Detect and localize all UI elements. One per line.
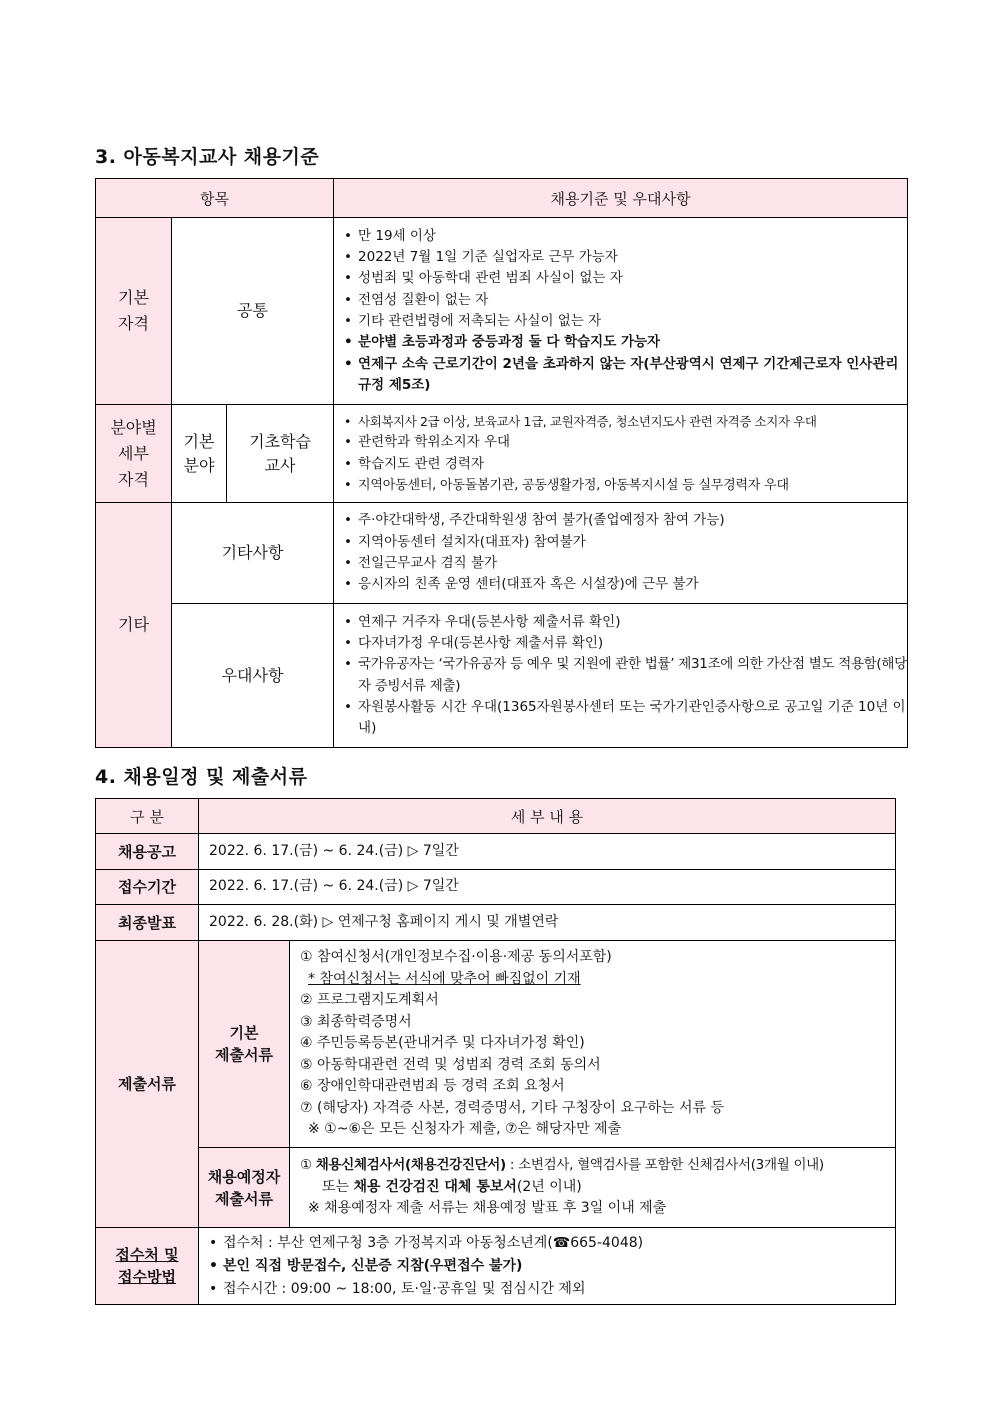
list-item: • 관련학과 학위소지자 우대 [344,432,907,453]
field-qual-content [334,405,908,503]
header-item: 항목 [96,179,334,218]
etc-pref-content [334,604,908,748]
doc-line: ⑦ (해당자) 자격증 사본, 경력증명서, 기타 구청장이 요구하는 서류 등 [300,1099,725,1116]
criteria-table [95,178,908,748]
basic-qual-label: 기본 자격 [96,218,172,405]
list-item: • 지역아동센터, 아동돌봄기관, 공동생활가정, 아동복지시설 등 실무경력자 우대 [344,475,907,496]
list-item: • 성범죄 및 아동학대 관련 범죄 사실이 없는 자 [344,268,907,289]
schedule-table [95,798,896,1305]
list-item: • 주·야간대학생, 주간대학원생 참여 불가(졸업예정자 참여 가능) [344,510,907,531]
docs-pending-content [290,1148,896,1228]
list-item: • 지역아동센터 설치자(대표자) 참여불가 [344,532,907,553]
row-label: 채용공고 [96,834,199,870]
etc-misc-label: 기타사항 [172,503,334,604]
list-item: • 국가유공자는 ‘국가유공자 등 예우 및 지원에 관한 법률’ 제31조에 의한 가산점 별도 적용함(해당자 증빙서류 제출) [344,654,907,697]
list-item: • 만 19세 이상 [344,226,907,247]
docs-basic-content [290,941,896,1148]
row-value: 2022. 6. 28.(화) ▷ 연제구청 홈페이지 게시 및 개별연락 [199,905,896,941]
list-item: • 자원봉사활동 시간 우대(1365자원봉사센터 또는 국가기관인증사항으로 공고일 기준 10년 이내) [344,697,907,740]
receipt-label: 접수처 및 접수방법 [96,1228,199,1305]
field-qual-label: 분야별 세부 자격 [96,405,172,503]
header-detail: 세 부 내 용 [199,799,896,834]
list-item: • 연제구 소속 근로기간이 2년을 초과하지 않는 자(부산광역시 연제구 기간제근로자 인사관리 규정 제5조) [344,354,907,397]
list-item: • 연제구 거주자 우대(등본사항 제출서류 확인) [344,612,907,633]
header-criteria: 채용기준 및 우대사항 [334,179,908,218]
row-label: 최종발표 [96,905,199,941]
list-item: • 본인 직접 방문접수, 신분증 지참(우편접수 불가) [209,1255,895,1278]
section3-title: 3. 아동복지교사 채용기준 [95,146,320,168]
section4-title: 4. 채용일정 및 제출서류 [95,766,308,788]
list-item: • 학습지도 관련 경력자 [344,454,907,475]
receipt-content [199,1228,896,1305]
list-item: • 전일근무교사 겸직 불가 [344,553,907,574]
doc-line: ① 참여신청서(개인정보수집·이용·제공 동의서포함) [300,949,612,966]
docs-pending-label: 채용예정자 제출서류 [199,1148,290,1228]
basic-common-label: 공통 [172,218,334,405]
list-item: • 접수시간 : 09:00 ~ 18:00, 토·일·공휴일 및 점심시간 제외 [209,1278,895,1301]
docs-basic-label: 기본 제출서류 [199,941,290,1148]
list-item: • 다자녀가정 우대(등본사항 제출서류 확인) [344,633,907,654]
list-item: • 응시자의 친족 운영 센터(대표자 혹은 시설장)에 근무 불가 [344,574,907,595]
list-item: • 2022년 7월 1일 기준 실업자로 근무 가능자 [344,247,907,268]
field-teacher-label: 기초학습 교사 [227,405,334,503]
etc-pref-label: 우대사항 [172,604,334,748]
field-basic-label: 기본 분야 [172,405,227,503]
list-item: • 전염성 질환이 없는 자 [344,290,907,311]
doc-note: * 참여신청서는 서식에 맞추어 빠짐없이 기재 [308,970,581,987]
doc-line: ⑥ 장애인학대관련범죄 등 경력 조회 요청서 [300,1078,565,1095]
doc-line: ④ 주민등록등본(관내거주 및 다자녀가정 확인) [300,1035,585,1052]
row-label: 접수기간 [96,870,199,905]
doc-line: ③ 최종학력증명서 [300,1013,412,1030]
etc-label: 기타 [96,503,172,748]
doc-line: ② 프로그램지도계획서 [300,992,439,1009]
doc-note: ※ ①~⑥은 모든 신청자가 제출, ⑦은 해당자만 제출 [308,1121,622,1138]
list-item: • 분야별 초등과정과 중등과정 둘 다 학습지도 가능자 [344,332,907,353]
doc-line: ① 채용신체검사서(채용건강진단서) : 소변검사, 혈액검사를 포함한 신체검사서(3개월 이내) [300,1157,824,1174]
etc-misc-content [334,503,908,604]
doc-line: ⑤ 아동학대관련 전력 및 성범죄 경력 조회 동의서 [300,1056,601,1073]
header-category: 구 분 [96,799,199,834]
doc-note: ※ 채용예정자 제출 서류는 채용예정 발표 후 3일 이내 제출 [308,1200,667,1217]
list-item: • 사회복지사 2급 이상, 보육교사 1급, 교원자격증, 청소년지도사 관련 자격증 소지자 우대 [344,411,907,432]
doc-line: 또는 채용 건강검진 대체 통보서(2년 이내) [322,1178,582,1195]
list-item: • 기타 관련법령에 저촉되는 사실이 없는 자 [344,311,907,332]
row-value: 2022. 6. 17.(금) ~ 6. 24.(금) ▷ 7일간 [199,834,896,870]
list-item: • 접수처 : 부산 연제구청 3층 가정복지과 아동청소년계(☎665-4048) [209,1232,895,1255]
row-value: 2022. 6. 17.(금) ~ 6. 24.(금) ▷ 7일간 [199,870,896,905]
basic-qual-content [334,218,908,405]
docs-label: 제출서류 [96,941,199,1228]
